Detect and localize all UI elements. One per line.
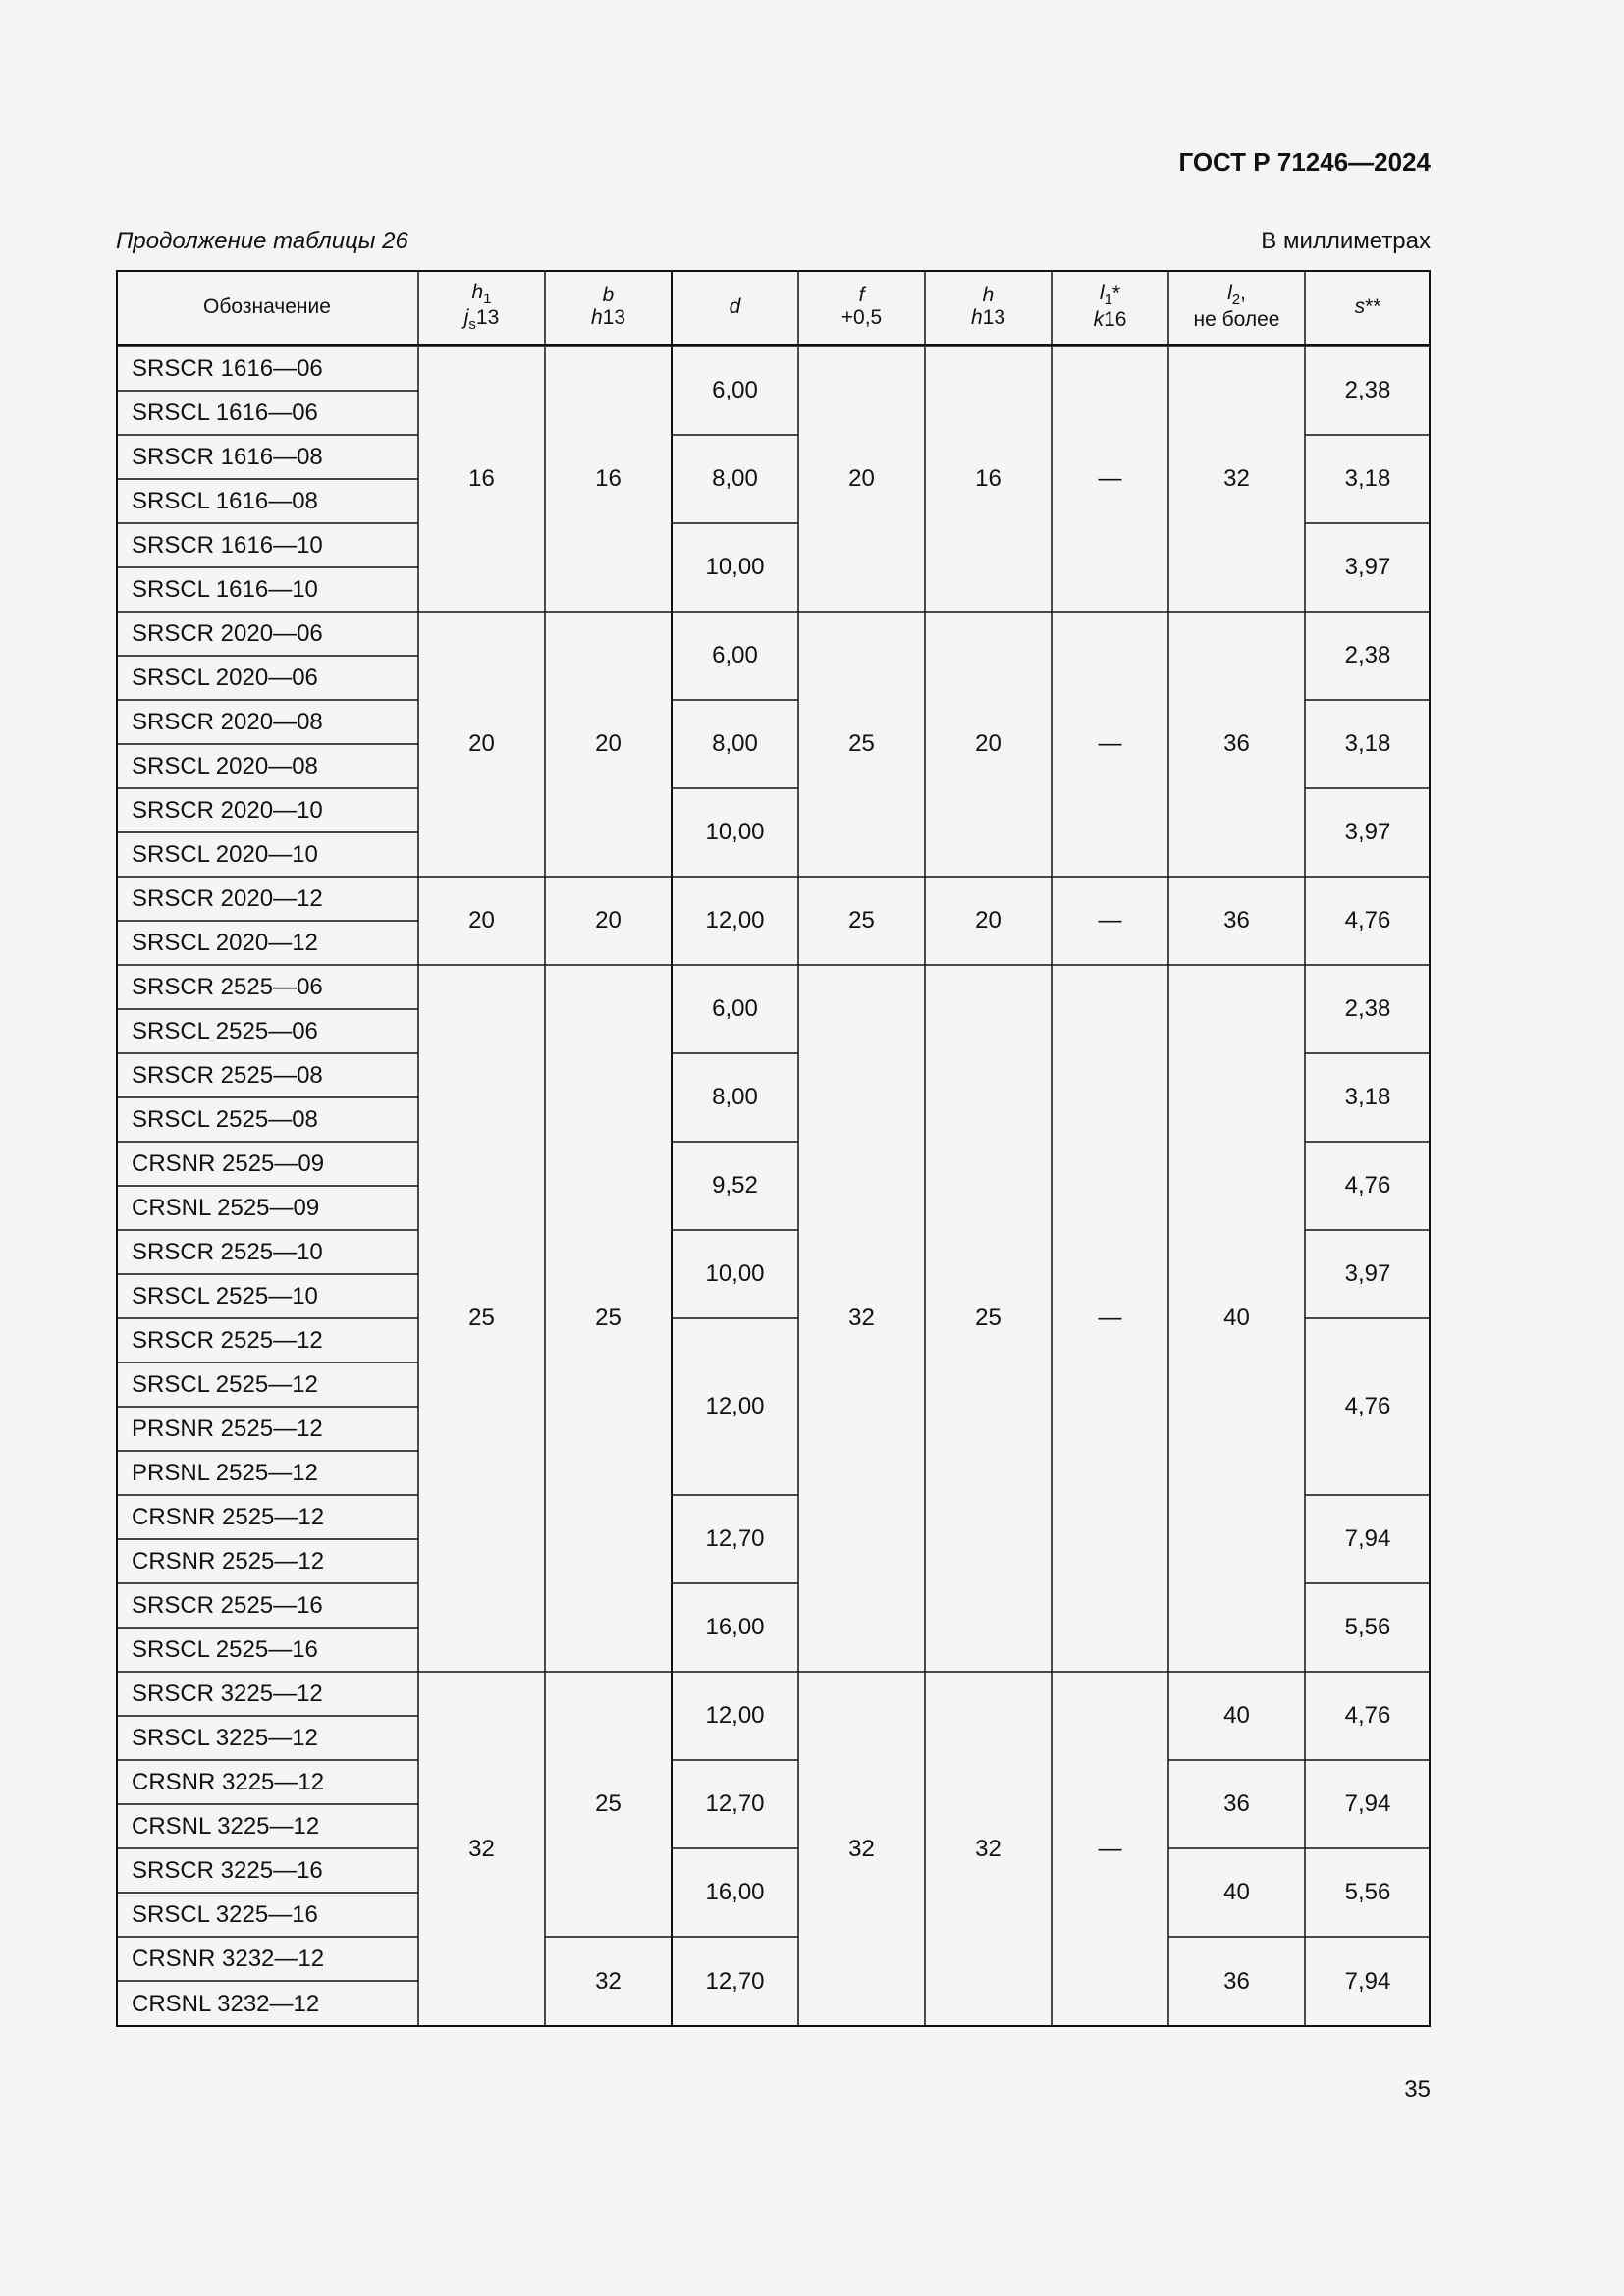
designation-text: CRSNL 3232—12 xyxy=(132,1990,320,2017)
designation-text: SRSCR 2525—16 xyxy=(132,1591,323,1619)
header-symbol xyxy=(859,285,865,307)
value-cell-l1 xyxy=(1052,347,1168,612)
designation-cell xyxy=(116,479,418,523)
value-cell-s xyxy=(1305,435,1431,523)
header-symbol xyxy=(983,285,995,307)
value-cell-d xyxy=(672,612,798,700)
value-cell-d xyxy=(672,700,798,788)
value-text: 12,70 xyxy=(705,1968,765,1995)
value-text: 6,00 xyxy=(712,642,758,668)
designation-text: SRSCR 2525—10 xyxy=(132,1238,323,1265)
designation-text: SRSCR 2525—12 xyxy=(132,1326,323,1354)
value-text: 5,56 xyxy=(1344,1614,1391,1640)
designation-cell xyxy=(116,1318,418,1362)
value-text: 4,76 xyxy=(1344,1172,1391,1199)
header-symbol xyxy=(1355,296,1381,319)
designation-cell xyxy=(116,1937,418,1981)
header-tolerance-letter: h xyxy=(590,306,603,329)
column-header-s xyxy=(1305,270,1431,345)
value-cell-d xyxy=(672,1230,798,1318)
value-text: — xyxy=(1098,730,1122,757)
designation-cell xyxy=(116,1009,418,1053)
value-cell-s xyxy=(1305,965,1431,1053)
designation-cell xyxy=(116,1893,418,1937)
header-symbol xyxy=(1227,283,1246,308)
header-symbol-letter: s xyxy=(1354,294,1366,318)
designation-text: SRSCL 3225—16 xyxy=(132,1900,318,1928)
header-tolerance-value: 16 xyxy=(1104,307,1127,331)
column-header-label: Обозначение xyxy=(203,294,331,318)
value-text: 3,18 xyxy=(1344,465,1391,492)
value-text: 40 xyxy=(1223,1702,1250,1729)
value-cell-s xyxy=(1305,1672,1431,1760)
designation-text: SRSCL 1616—08 xyxy=(132,487,318,514)
value-text: 9,52 xyxy=(712,1172,758,1199)
value-cell-s xyxy=(1305,523,1431,612)
value-cell-d xyxy=(672,523,798,612)
designation-cell xyxy=(116,612,418,656)
designation-text: PRSNR 2525—12 xyxy=(132,1415,323,1442)
value-text: 2,38 xyxy=(1344,642,1391,668)
designation-cell xyxy=(116,1672,418,1716)
designation-text: SRSCL 2020—12 xyxy=(132,929,318,956)
designation-text: CRSNR 2525—12 xyxy=(132,1547,325,1575)
value-cell-s xyxy=(1305,1495,1431,1583)
value-cell-d xyxy=(672,1672,798,1760)
designation-text: CRSNR 3225—12 xyxy=(132,1768,325,1795)
value-text: 6,00 xyxy=(712,377,758,403)
value-cell-b xyxy=(545,965,672,1672)
header-tolerance xyxy=(971,307,1005,330)
value-cell-h1 xyxy=(418,965,545,1672)
value-text: 20 xyxy=(595,730,622,757)
designation-text: CRSNR 2525—12 xyxy=(132,1503,325,1530)
designation-text: SRSCL 2020—08 xyxy=(132,752,318,779)
column-header-b xyxy=(545,270,672,345)
value-text: 32 xyxy=(1223,465,1250,492)
value-text: 10,00 xyxy=(705,554,765,580)
header-symbol-letter: l xyxy=(1099,282,1105,305)
value-cell-l1 xyxy=(1052,612,1168,877)
designation-cell xyxy=(116,700,418,744)
designation-cell xyxy=(116,1539,418,1583)
designation-cell xyxy=(116,523,418,567)
designation-text: SRSCR 1616—06 xyxy=(132,354,323,382)
value-cell-b xyxy=(545,877,672,965)
header-symbol-letter: d xyxy=(729,294,741,318)
column-header-h1 xyxy=(418,270,545,345)
value-cell-f xyxy=(798,1672,925,2027)
designation-cell xyxy=(116,435,418,479)
designation-cell xyxy=(116,921,418,965)
value-cell-s xyxy=(1305,1760,1431,1848)
header-tolerance-letter: j xyxy=(463,306,469,329)
designation-text: SRSCL 1616—10 xyxy=(132,575,318,603)
designation-cell xyxy=(116,1142,418,1186)
header-symbol-suffix: , xyxy=(1240,282,1246,305)
designation-text: SRSCR 2020—10 xyxy=(132,796,323,824)
value-cell-s xyxy=(1305,1053,1431,1142)
value-cell-h xyxy=(925,612,1052,877)
value-text: — xyxy=(1098,1836,1122,1862)
designation-cell xyxy=(116,788,418,832)
designation-cell xyxy=(116,656,418,700)
header-symbol xyxy=(730,296,741,319)
designation-cell xyxy=(116,1407,418,1451)
designation-text: CRSNL 2525—09 xyxy=(132,1194,320,1221)
value-cell-s xyxy=(1305,877,1431,965)
value-text: 25 xyxy=(468,1305,495,1331)
value-text: 7,94 xyxy=(1344,1525,1391,1552)
value-cell-l2 xyxy=(1168,1760,1305,1848)
value-cell-b xyxy=(545,612,672,877)
header-tolerance xyxy=(841,307,882,330)
value-text: 25 xyxy=(595,1790,622,1817)
value-text: 12,70 xyxy=(705,1525,765,1552)
header-symbol-subscript: 1 xyxy=(483,290,492,307)
value-cell-d xyxy=(672,1318,798,1495)
designation-cell xyxy=(116,1053,418,1097)
value-text: 20 xyxy=(975,730,1001,757)
header-symbol-letter: h xyxy=(982,284,995,307)
designation-cell xyxy=(116,832,418,877)
value-cell-s xyxy=(1305,1142,1431,1230)
designation-cell xyxy=(116,1274,418,1318)
header-tolerance-value: 13 xyxy=(982,306,1006,329)
value-cell-l2 xyxy=(1168,965,1305,1672)
value-text: 8,00 xyxy=(712,730,758,757)
designation-cell xyxy=(116,1583,418,1628)
value-cell-h xyxy=(925,1672,1052,2027)
header-symbol-letter: l xyxy=(1227,282,1232,305)
header-symbol-subscript: 1 xyxy=(1104,292,1112,309)
value-cell-b xyxy=(545,347,672,612)
value-text: 3,18 xyxy=(1344,1084,1391,1110)
value-text: 20 xyxy=(975,907,1001,934)
header-tolerance-value: не более xyxy=(1193,307,1280,331)
value-text: 4,76 xyxy=(1344,907,1391,934)
designation-text: SRSCR 2525—06 xyxy=(132,973,323,1000)
designation-cell xyxy=(116,877,418,921)
header-symbol-suffix: * xyxy=(1111,282,1121,305)
designation-cell xyxy=(116,567,418,612)
value-text: 4,76 xyxy=(1344,1393,1391,1419)
header-symbol-letter: f xyxy=(858,284,865,307)
column-header-l2 xyxy=(1168,270,1305,345)
value-text: 32 xyxy=(975,1836,1001,1862)
value-cell-l2 xyxy=(1168,1848,1305,1937)
designation-text: SRSCR 2020—06 xyxy=(132,619,323,647)
value-cell-d xyxy=(672,965,798,1053)
value-text: 25 xyxy=(595,1305,622,1331)
designation-cell xyxy=(116,965,418,1009)
header-tolerance xyxy=(1094,309,1127,332)
designation-cell xyxy=(116,391,418,435)
value-text: 32 xyxy=(848,1305,875,1331)
header-tolerance xyxy=(591,307,625,330)
value-cell-d xyxy=(672,788,798,877)
designation-cell xyxy=(116,1981,418,2027)
designation-text: SRSCL 2525—06 xyxy=(132,1017,318,1044)
designation-cell xyxy=(116,1451,418,1495)
value-cell-l2 xyxy=(1168,1937,1305,2027)
value-text: 32 xyxy=(468,1836,495,1862)
value-text: 6,00 xyxy=(712,995,758,1022)
designation-cell xyxy=(116,1362,418,1407)
value-text: 8,00 xyxy=(712,1084,758,1110)
value-text: 5,56 xyxy=(1344,1879,1391,1905)
value-text: 3,97 xyxy=(1344,554,1391,580)
value-cell-f xyxy=(798,612,925,877)
value-text: 12,00 xyxy=(705,1393,765,1419)
value-cell-d xyxy=(672,1848,798,1937)
value-cell-h1 xyxy=(418,877,545,965)
value-text: 12,00 xyxy=(705,907,765,934)
designation-cell xyxy=(116,1760,418,1804)
value-cell-h1 xyxy=(418,347,545,612)
header-tolerance-value: 13 xyxy=(602,306,626,329)
units-caption: В миллиметрах xyxy=(1261,228,1431,254)
designation-text: SRSCR 1616—10 xyxy=(132,531,323,559)
value-cell-f xyxy=(798,877,925,965)
value-cell-b xyxy=(545,1672,672,1937)
dimensions-table xyxy=(116,270,1431,2027)
designation-text: CRSNL 3225—12 xyxy=(132,1812,320,1840)
value-text: 7,94 xyxy=(1344,1968,1391,1995)
value-text: 12,70 xyxy=(705,1790,765,1817)
value-text: — xyxy=(1098,465,1122,492)
value-cell-l2 xyxy=(1168,877,1305,965)
designation-cell xyxy=(116,347,418,391)
value-cell-l1 xyxy=(1052,965,1168,1672)
value-cell-h1 xyxy=(418,612,545,877)
designation-cell xyxy=(116,1716,418,1760)
header-symbol-letter: h xyxy=(471,280,484,303)
value-text: 25 xyxy=(848,730,875,757)
header-tolerance-letter: h xyxy=(970,306,983,329)
header-tolerance-value: +0,5 xyxy=(840,306,883,329)
value-cell-l2 xyxy=(1168,1672,1305,1760)
value-cell-b xyxy=(545,1937,672,2027)
designation-text: SRSCL 3225—12 xyxy=(132,1724,318,1751)
value-text: 20 xyxy=(468,907,495,934)
value-text: 40 xyxy=(1223,1305,1250,1331)
value-text: 36 xyxy=(1223,907,1250,934)
value-cell-s xyxy=(1305,1318,1431,1495)
designation-text: SRSCR 2020—08 xyxy=(132,708,323,735)
value-text: 10,00 xyxy=(705,819,765,845)
header-symbol-suffix: ** xyxy=(1365,294,1381,318)
value-text: 2,38 xyxy=(1344,377,1391,403)
value-cell-s xyxy=(1305,347,1431,435)
designation-text: SRSCL 2020—10 xyxy=(132,840,318,868)
value-text: 4,76 xyxy=(1344,1702,1391,1729)
designation-cell xyxy=(116,744,418,788)
value-text: 32 xyxy=(595,1968,622,1995)
designation-cell xyxy=(116,1097,418,1142)
value-text: 16 xyxy=(468,465,495,492)
value-cell-d xyxy=(672,1760,798,1848)
value-cell-s xyxy=(1305,612,1431,700)
value-cell-d xyxy=(672,1937,798,2027)
value-text: 8,00 xyxy=(712,465,758,492)
header-tolerance-letter: k xyxy=(1093,307,1105,331)
value-text: 3,18 xyxy=(1344,730,1391,757)
header-symbol-letter: b xyxy=(602,284,615,307)
designation-cell xyxy=(116,1186,418,1230)
value-cell-f xyxy=(798,965,925,1672)
value-cell-d xyxy=(672,1142,798,1230)
header-tolerance xyxy=(1194,309,1280,332)
value-cell-s xyxy=(1305,1230,1431,1318)
value-text: 36 xyxy=(1223,1790,1250,1817)
value-text: 25 xyxy=(848,907,875,934)
value-text: 10,00 xyxy=(705,1260,765,1287)
column-header-l1 xyxy=(1052,270,1168,345)
value-text: 16 xyxy=(595,465,622,492)
value-text: 20 xyxy=(848,465,875,492)
designation-text: SRSCR 3225—16 xyxy=(132,1856,323,1884)
value-text: 25 xyxy=(975,1305,1001,1331)
value-cell-f xyxy=(798,347,925,612)
designation-text: SRSCR 2020—12 xyxy=(132,884,323,912)
header-symbol xyxy=(471,282,491,307)
value-text: 12,00 xyxy=(705,1702,765,1729)
value-text: 20 xyxy=(468,730,495,757)
value-text: 16,00 xyxy=(705,1614,765,1640)
value-text: 20 xyxy=(595,907,622,934)
designation-text: CRSNR 2525—09 xyxy=(132,1149,325,1177)
value-cell-d xyxy=(672,1495,798,1583)
value-cell-l2 xyxy=(1168,347,1305,612)
designation-cell xyxy=(116,1495,418,1539)
value-cell-h xyxy=(925,347,1052,612)
designation-text: SRSCL 2525—12 xyxy=(132,1370,318,1398)
value-cell-d xyxy=(672,1053,798,1142)
value-text: 36 xyxy=(1223,1968,1250,1995)
designation-text: SRSCL 2525—08 xyxy=(132,1105,318,1133)
designation-text: SRSCL 2525—10 xyxy=(132,1282,318,1309)
column-header-designation xyxy=(116,270,418,345)
value-cell-h xyxy=(925,965,1052,1672)
value-cell-d xyxy=(672,1583,798,1672)
value-cell-d xyxy=(672,435,798,523)
header-tolerance-value: 13 xyxy=(475,306,500,329)
value-cell-l2 xyxy=(1168,612,1305,877)
value-text: 3,97 xyxy=(1344,1260,1391,1287)
header-symbol-subscript: 2 xyxy=(1231,292,1241,309)
designation-cell xyxy=(116,1230,418,1274)
header-tolerance-subscript: s xyxy=(468,316,476,334)
designation-text: SRSCL 1616—06 xyxy=(132,399,318,426)
designation-text: CRSNR 3232—12 xyxy=(132,1945,325,1972)
value-text: 16 xyxy=(975,465,1001,492)
designation-cell xyxy=(116,1804,418,1848)
value-text: — xyxy=(1098,1305,1122,1331)
page-number: 35 xyxy=(1404,2076,1431,2103)
value-cell-h xyxy=(925,877,1052,965)
standard-code: ГОСТ Р 71246—2024 xyxy=(1178,147,1431,177)
value-text: 7,94 xyxy=(1344,1790,1391,1817)
column-header-h xyxy=(925,270,1052,345)
designation-text: PRSNL 2525—12 xyxy=(132,1459,318,1486)
table-continuation-caption: Продолжение таблицы 26 xyxy=(116,228,408,254)
value-text: 32 xyxy=(848,1836,875,1862)
value-cell-s xyxy=(1305,1937,1431,2027)
value-text: 40 xyxy=(1223,1879,1250,1905)
designation-text: SRSCL 2020—06 xyxy=(132,664,318,691)
header-symbol xyxy=(603,285,615,307)
value-cell-s xyxy=(1305,700,1431,788)
value-text: 16,00 xyxy=(705,1879,765,1905)
value-cell-s xyxy=(1305,788,1431,877)
value-text: 3,97 xyxy=(1344,819,1391,845)
designation-text: SRSCR 2525—08 xyxy=(132,1061,323,1089)
designation-cell xyxy=(116,1848,418,1893)
value-cell-l1 xyxy=(1052,1672,1168,2027)
value-cell-s xyxy=(1305,1848,1431,1937)
designation-text: SRSCR 1616—08 xyxy=(132,443,323,470)
designation-cell xyxy=(116,1628,418,1672)
column-header-f xyxy=(798,270,925,345)
designation-text: SRSCL 2525—16 xyxy=(132,1635,318,1663)
value-text: — xyxy=(1098,907,1122,934)
value-cell-l1 xyxy=(1052,877,1168,965)
header-tolerance xyxy=(464,307,500,333)
value-text: 36 xyxy=(1223,730,1250,757)
header-symbol xyxy=(1100,283,1120,308)
column-header-d xyxy=(672,270,798,345)
value-cell-d xyxy=(672,347,798,435)
value-cell-d xyxy=(672,877,798,965)
value-cell-s xyxy=(1305,1583,1431,1672)
value-cell-h1 xyxy=(418,1672,545,2027)
value-text: 2,38 xyxy=(1344,995,1391,1022)
designation-text: SRSCR 3225—12 xyxy=(132,1680,323,1707)
